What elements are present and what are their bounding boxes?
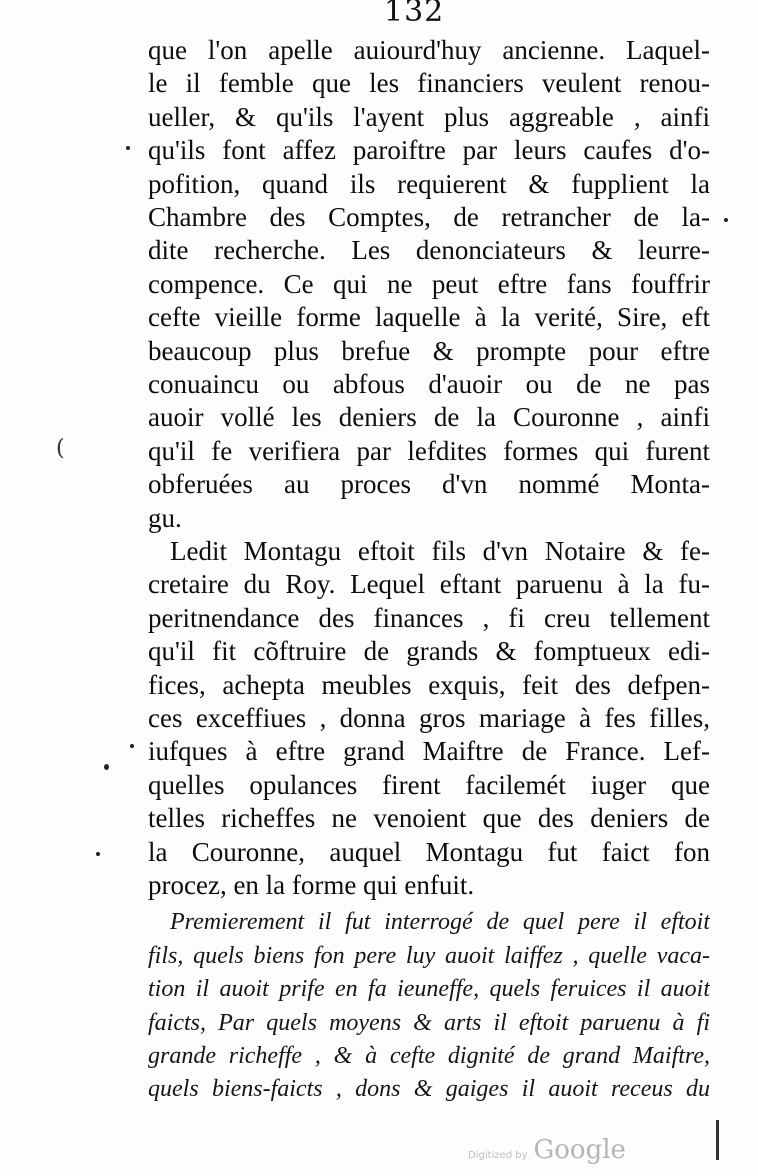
digitized-watermark: [468, 1135, 626, 1165]
watermark-prefix: Digitized by: [468, 1150, 528, 1161]
text-line: cefte vieille forme laquelle à la verité, Sire, eft: [148, 302, 710, 333]
ink-speck: [724, 218, 728, 222]
text-line: quels biens-faicts , dons & gaiges il auoit receus du: [148, 1076, 710, 1103]
text-line: qu'il fe verifiera par lefdites formes qui furent: [148, 435, 710, 466]
text-line: tion il auoit prife en fa ieuneffe, quels feruices il auoit: [148, 976, 710, 1003]
text-line: Premierement il fut interrogé de quel pere il eftoit: [170, 909, 710, 936]
ink-speck: [104, 764, 109, 770]
text-line: qu'ils font affez paroiftre par leurs caufes d'o-: [148, 135, 710, 166]
margin-mark: (: [56, 436, 65, 461]
text-line: procez, en la forme qui enfuit.: [148, 870, 475, 900]
text-line: le il femble que les financiers veulent renou-: [148, 68, 710, 99]
text-line: beaucoup plus brefue & prompte pour eftre: [148, 335, 710, 366]
page-number: 132: [384, 0, 445, 29]
google-logo: Google: [533, 1135, 626, 1165]
text-line: faicts, Par quels moyens & arts il eftoit paruenu à fi: [148, 1009, 710, 1036]
text-line: peritnendance des finances , fi creu tellement: [148, 602, 710, 633]
text-line: que l'on apelle auiourd'huy ancienne. Laquel-: [148, 35, 710, 65]
text-line: la Couronne, auquel Montagu fut faict fon: [148, 836, 710, 867]
text-line: qu'il fit cõftruire de grands & fomptueux edi-: [148, 636, 710, 667]
text-line: ueller, & qu'ils l'ayent plus aggreable , ainfi: [148, 101, 710, 132]
page-edge-mark: [716, 1120, 719, 1160]
ink-speck: [96, 852, 100, 856]
text-line: obferuées au proces d'vn nommé Monta-: [148, 469, 710, 500]
text-line: quelles opulances firent facilemét iuger que: [148, 769, 710, 800]
text-line: telles richeffes ne venoient que des deniers de: [148, 803, 710, 834]
text-line: ces exceffiues , donna gros mariage à fes filles,: [148, 703, 710, 733]
text-line: Chambre des Comptes, de retrancher de la-: [148, 202, 710, 232]
text-line: auoir vollé les deniers de la Couronne , ainfi: [148, 402, 710, 433]
text-line: fices, achepta meubles exquis, feit des defpen-: [148, 669, 710, 700]
text-line: Ledit Montagu eftoit fils d'vn Notaire & fe-: [170, 536, 710, 566]
ink-speck: [126, 146, 130, 150]
text-line: iufques à eftre grand Maiftre de France. Lef-: [148, 736, 710, 767]
ink-speck: [130, 744, 134, 748]
text-line: pofition, quand ils requierent & fupplient la: [148, 168, 710, 199]
text-line: cretaire du Roy. Lequel eftant paruenu à la fu-: [148, 569, 710, 600]
text-line: fils, quels biens fon pere luy auoit laiffez , quelle vaca-: [148, 942, 710, 969]
text-line: conuaincu ou abfous d'auoir ou de ne pas: [148, 369, 710, 399]
text-line: gu.: [148, 502, 182, 533]
text-line: compence. Ce qui ne peut eftre fans fouffrir: [148, 268, 710, 299]
text-line: dite recherche. Les denonciateurs & leurre-: [148, 235, 710, 266]
text-line: grande richeffe , & à cefte dignité de grand Maiftre,: [148, 1043, 710, 1069]
